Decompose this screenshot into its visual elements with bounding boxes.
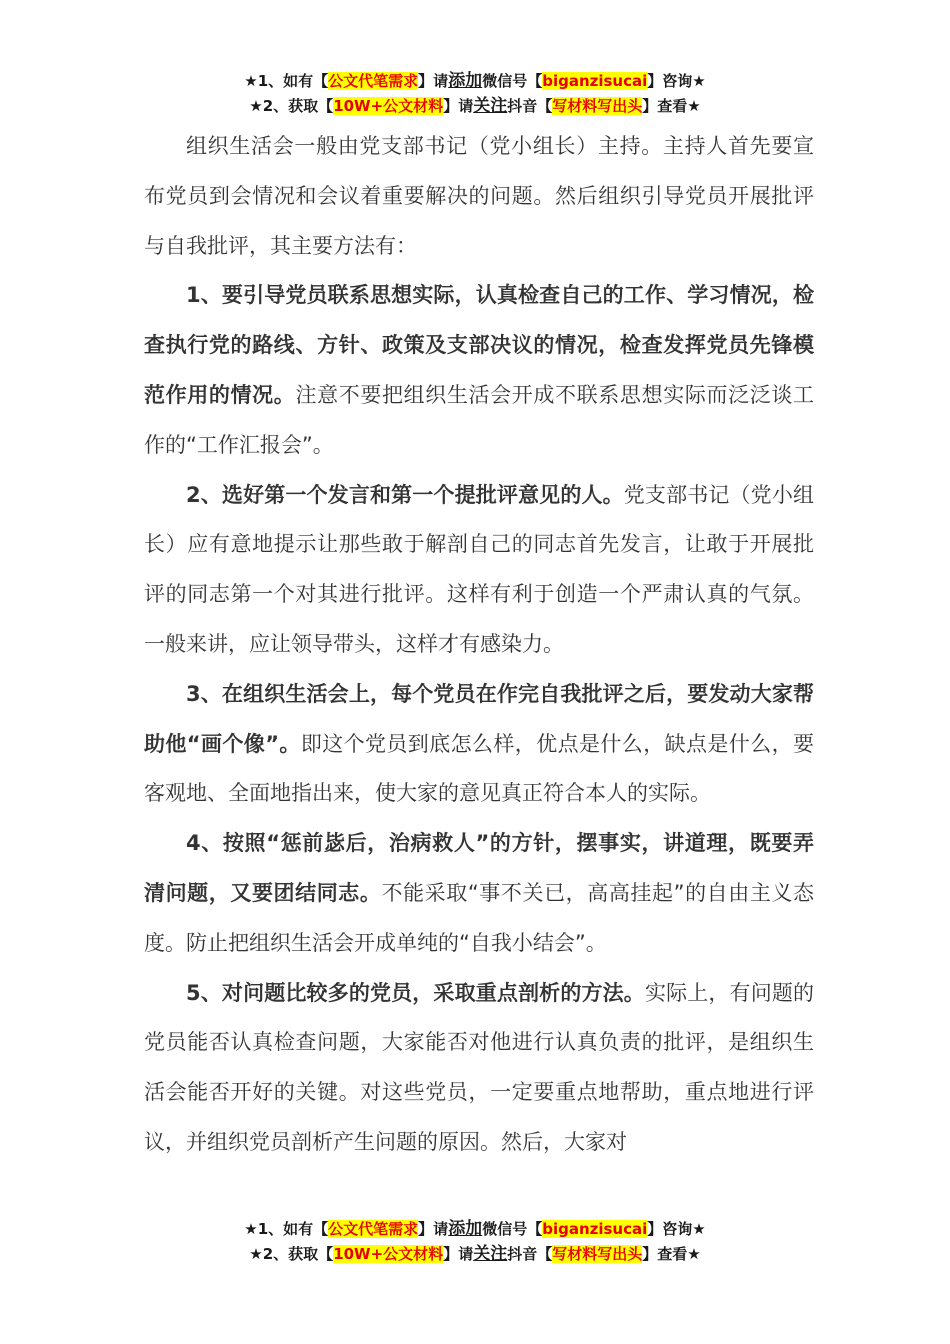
paragraph-method-4: 4、按照“惩前毖后，治病救人”的方针，摆事实，讲道理，既要弄清问题，又要团结同志。不能采取“事不关已，高高挂起”的自由主义态度。防止把组织生活会开成单纯的“自我小结会”。 <box>144 831 815 955</box>
banner-line-2: ★2、获取【10W+公文材料】请关注抖音【写材料写出头】查看★ <box>249 96 701 116</box>
banner-line-1: ★1、如有【公文代笔需求】请添加微信号【biganzisucai】咨询★ <box>244 1219 706 1239</box>
banner-line-2: ★2、获取【10W+公文材料】请关注抖音【写材料写出头】查看★ <box>249 1244 701 1264</box>
paragraph-method-1: 1、要引导党员联系思想实际，认真检查自己的工作、学习情况，检查执行党的路线、方针、政策及支部决议的情况，检查发挥党员先锋模范作用的情况。注意不要把组织生活会开成不联系思想实际而泛泛谈工作的“工作汇报会”。 <box>144 283 815 457</box>
highlight-service: 公文代笔需求 <box>328 1220 419 1238</box>
banner-line-1: ★1、如有【公文代笔需求】请添加微信号【biganzisucai】咨询★ <box>244 71 706 91</box>
paragraph-method-5: 5、对问题比较多的党员，采取重点剖析的方法。实际上，有问题的党员能否认真检查问题，大家能否对他进行认真负责的批评，是组织生活会能否开好的关键。对这些党员，一定要重点地帮助，重点地进行评议，并组织党员剖析产生问题的原因。然后，大家对 <box>144 980 814 1154</box>
highlight-wechat-id: biganzisucai <box>542 1220 648 1238</box>
highlight-douyin-account: 写材料写出头 <box>552 1245 643 1263</box>
footer-banner <box>0 1217 950 1267</box>
highlight-douyin-account: 写材料写出头 <box>552 97 643 115</box>
paragraph-method-3: 3、在组织生活会上，每个党员在作完自我批评之后，要发动大家帮助他“画个像”。即这个党员到底怎么样，优点是什么，缺点是什么，要客观地、全面地指出来，使大家的意见真正符合本人的实际。 <box>144 681 815 806</box>
paragraph-intro: 组织生活会一般由党支部书记（党小组长）主持。主持人首先要宣布党员到会情况和会议着重要解决的问题。然后组织引导党员开展批评与自我批评，其主要方法有： <box>144 134 814 258</box>
highlight-wechat-id: biganzisucai <box>542 72 648 90</box>
header-banner <box>0 69 950 119</box>
paragraph-method-2: 2、选好第一个发言和第一个提批评意见的人。党支部书记（党小组长）应有意地提示让那些敢于解剖自己的同志首先发言，让敢于开展批评的同志第一个对其进行批评。这样有利于创造一个严肃认真的气氛。一般来讲，应让领导带头，这样才有感染力。 <box>144 482 814 656</box>
highlight-materials: 10W+公文材料 <box>333 1245 444 1263</box>
highlight-materials: 10W+公文材料 <box>333 97 444 115</box>
highlight-service: 公文代笔需求 <box>328 72 419 90</box>
document-body <box>144 122 814 1168</box>
